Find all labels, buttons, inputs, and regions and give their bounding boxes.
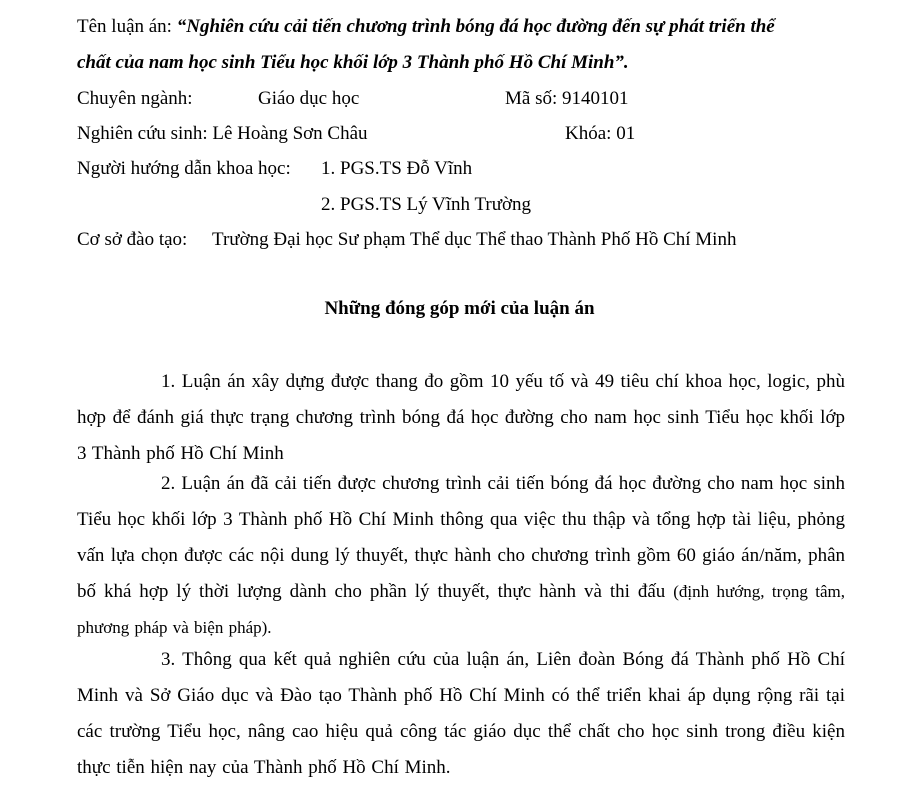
institution-label: Cơ sở đào tạo: <box>77 229 188 250</box>
researcher-value: Lê Hoàng Sơn Châu <box>212 123 368 144</box>
thesis-title-line-2: chất của nam học sinh Tiểu học khối lớp 3 Thành phố Hồ Chí Minh”. <box>77 52 629 73</box>
contribution-2-note: (định hướng, trọng tâm, phương pháp và biện pháp). <box>77 582 846 637</box>
code-row <box>505 88 629 110</box>
section-title: Những đóng góp mới của luận án <box>324 298 595 319</box>
advisors-label: Người hướng dẫn khoa học: <box>77 158 291 179</box>
code-label: Mã số: <box>505 88 558 109</box>
contribution-2 <box>77 466 845 646</box>
institution-value: Trường Đại học Sư phạm Thể dục Thể thao Thành Phố Hồ Chí Minh <box>212 229 737 250</box>
code-value: 9140101 <box>562 88 629 109</box>
cohort-value: 01 <box>616 123 636 144</box>
thesis-title-part-1: “Nghiên cứu cải tiến chương trình bóng đá học đường đến sự phát triển thể <box>176 16 775 37</box>
thesis-label: Tên luận án: <box>77 16 172 37</box>
advisor-1: 1. PGS.TS Đỗ Vĩnh <box>321 158 473 179</box>
contribution-2-text: 2. Luận án đã cải tiến được chương trình cải tiến bóng đá học đường cho nam học sinh Tiểu học khối lớp 3 Thành phố Hồ Chí Minh thông qua việc thu thập và tổng hợp tài liệu, phỏng vấn lựa chọn được các nội dung lý thuyết, thực hành cho chương trình gồm 60 giáo án/năm, phân bố khá hợp lý thời lượng dành cho phần lý thuyết, thực hành và thi đấu <box>77 473 845 602</box>
contribution-1: 1. Luận án xây dựng được thang đo gồm 10 yếu tố và 49 tiêu chí khoa học, logic, phù hợp để đánh giá thực trạng chương trình bóng đá học đường cho nam học sinh Tiểu học khối lớp 3 Thành phố Hồ Chí Minh <box>77 371 845 464</box>
contribution-3: 3. Thông qua kết quả nghiên cứu của luận án, Liên đoàn Bóng đá Thành phố Hồ Chí Minh và Sở Giáo dục và Đào tạo Thành phố Hồ Chí Minh có thể triển khai áp dụng rộng rãi tại các trường Tiểu học, nâng cao hiệu quả công tác giáo dục thể chất cho học sinh trong điều kiện thực tiễn hiện nay của Thành phố Hồ Chí Minh. <box>77 649 845 778</box>
cohort-label: Khóa: <box>565 123 612 144</box>
cohort-row <box>565 123 635 145</box>
researcher-row <box>77 123 368 145</box>
advisor-2: 2. PGS.TS Lý Vĩnh Trường <box>321 194 532 215</box>
specialty-value: Giáo dục học <box>258 88 360 109</box>
thesis-title-line-1 <box>77 16 775 38</box>
specialty-label: Chuyên ngành: <box>77 88 193 109</box>
researcher-label: Nghiên cứu sinh: <box>77 123 208 144</box>
